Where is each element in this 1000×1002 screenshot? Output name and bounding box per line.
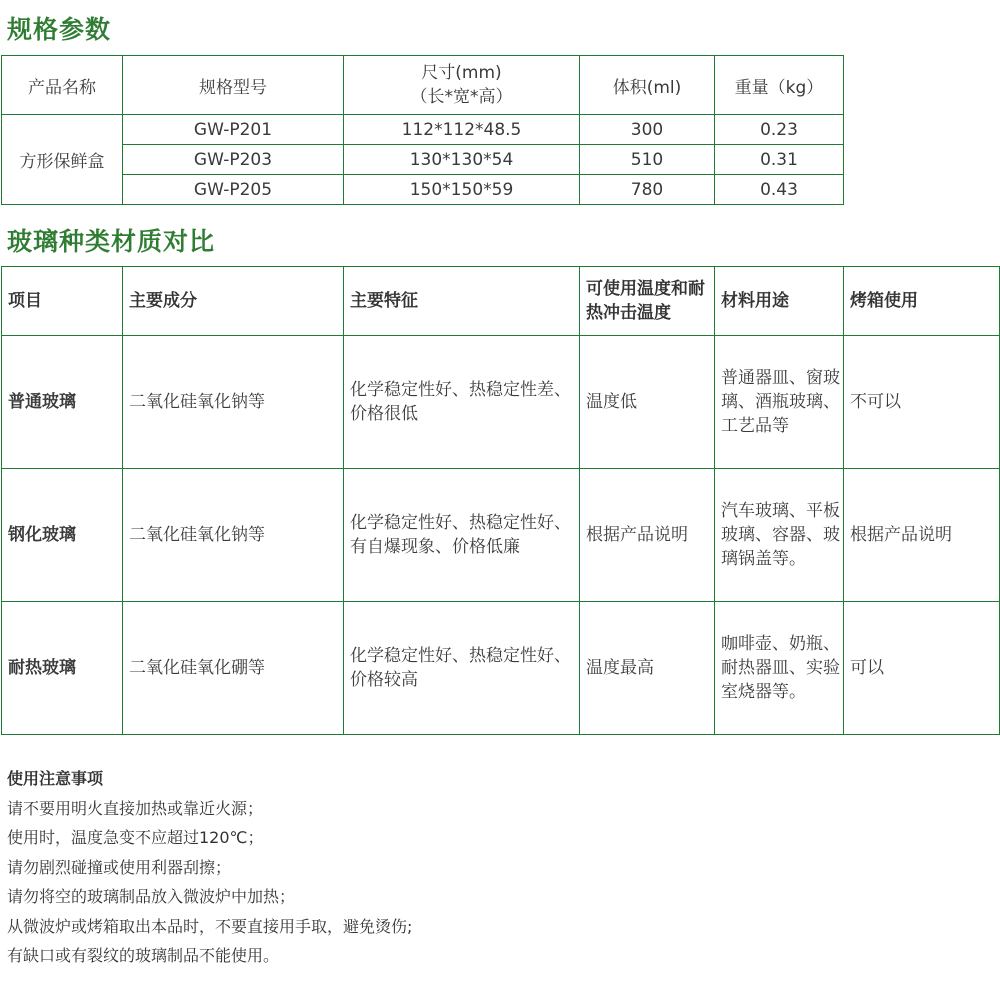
glass-header-component: 主要成分 bbox=[123, 267, 344, 336]
glass-oven: 可以 bbox=[844, 602, 1000, 735]
spec-product-name: 方形保鲜盒 bbox=[2, 115, 123, 205]
spec-weight: 0.31 bbox=[715, 145, 844, 175]
note-item: 有缺口或有裂纹的玻璃制品不能使用。 bbox=[7, 946, 280, 965]
note-item: 请勿将空的玻璃制品放入微波炉中加热； bbox=[7, 887, 296, 906]
glass-temp: 根据产品说明 bbox=[580, 469, 715, 602]
spec-row bbox=[2, 175, 844, 205]
spec-header-row bbox=[2, 56, 844, 115]
glass-header-feature: 主要特征 bbox=[344, 267, 580, 336]
glass-row bbox=[2, 602, 1000, 735]
glass-row bbox=[2, 469, 1000, 602]
glass-feature: 化学稳定性好、热稳定性好、有自爆现象、价格低廉 bbox=[344, 469, 580, 602]
spec-header-volume: 体积(ml) bbox=[580, 56, 715, 115]
glass-header-oven: 烤箱使用 bbox=[844, 267, 1000, 336]
glass-feature: 化学稳定性好、热稳定性好、价格较高 bbox=[344, 602, 580, 735]
note-item: 请不要用明火直接加热或靠近火源； bbox=[7, 798, 264, 818]
glass-feature: 化学稳定性好、热稳定性差、价格很低 bbox=[344, 336, 580, 469]
glass-usage: 汽车玻璃、平板玻璃、容器、玻璃锅盖等。 bbox=[715, 469, 844, 602]
glass-component: 二氧化硅氧化钠等 bbox=[123, 336, 344, 469]
glass-header-temp: 可使用温度和耐热冲击温度 bbox=[580, 267, 715, 336]
spec-header-size-line1: 尺寸(mm) bbox=[421, 63, 502, 83]
glass-temp: 温度低 bbox=[580, 336, 715, 469]
glass-oven: 根据产品说明 bbox=[844, 469, 1000, 602]
glass-header-row bbox=[2, 267, 1000, 336]
note-item: 使用时，温度急变不应超过120℃； bbox=[7, 828, 264, 847]
spec-weight: 0.43 bbox=[715, 175, 844, 205]
spec-size: 150*150*59 bbox=[344, 175, 580, 205]
glass-component: 二氧化硅氧化硼等 bbox=[123, 602, 344, 735]
glass-header-usage: 材料用途 bbox=[715, 267, 844, 336]
spec-row bbox=[2, 115, 844, 145]
glass-temp: 温度最高 bbox=[580, 602, 715, 735]
spec-model: GW-P201 bbox=[123, 115, 344, 145]
notes-title: 使用注意事项 bbox=[7, 769, 104, 788]
spec-volume: 300 bbox=[580, 115, 715, 145]
spec-model: GW-P205 bbox=[123, 175, 344, 205]
glass-component: 二氧化硅氧化钠等 bbox=[123, 469, 344, 602]
spec-header-size-line2: （长*宽*高） bbox=[410, 87, 513, 107]
glass-usage: 咖啡壶、奶瓶、耐热器皿、实验室烧器等。 bbox=[715, 602, 844, 735]
glass-item: 钢化玻璃 bbox=[2, 469, 123, 602]
spec-size: 130*130*54 bbox=[344, 145, 580, 175]
note-item: 从微波炉或烤箱取出本品时，不要直接用手取，避免烫伤; bbox=[7, 916, 413, 936]
spec-row bbox=[2, 145, 844, 175]
glass-item: 耐热玻璃 bbox=[2, 602, 123, 735]
spec-table bbox=[1, 55, 844, 205]
spec-section-title: 规格参数 bbox=[7, 15, 112, 44]
spec-header-name: 产品名称 bbox=[2, 56, 123, 115]
spec-volume: 510 bbox=[580, 145, 715, 175]
glass-oven: 不可以 bbox=[844, 336, 1000, 469]
glass-usage: 普通器皿、窗玻璃、酒瓶玻璃、工艺品等 bbox=[715, 336, 844, 469]
spec-header-weight: 重量（kg） bbox=[715, 56, 844, 115]
spec-volume: 780 bbox=[580, 175, 715, 205]
glass-comparison-table bbox=[1, 266, 1000, 735]
spec-size: 112*112*48.5 bbox=[344, 115, 580, 145]
spec-header-model: 规格型号 bbox=[123, 56, 344, 115]
glass-item: 普通玻璃 bbox=[2, 336, 123, 469]
spec-header-size bbox=[344, 56, 580, 115]
glass-section-title: 玻璃种类材质对比 bbox=[7, 227, 216, 256]
usage-notes bbox=[7, 764, 412, 971]
glass-row bbox=[2, 336, 1000, 469]
spec-weight: 0.23 bbox=[715, 115, 844, 145]
glass-header-item: 项目 bbox=[2, 267, 123, 336]
spec-model: GW-P203 bbox=[123, 145, 344, 175]
note-item: 请勿剧烈碰撞或使用利器刮擦； bbox=[7, 857, 232, 877]
